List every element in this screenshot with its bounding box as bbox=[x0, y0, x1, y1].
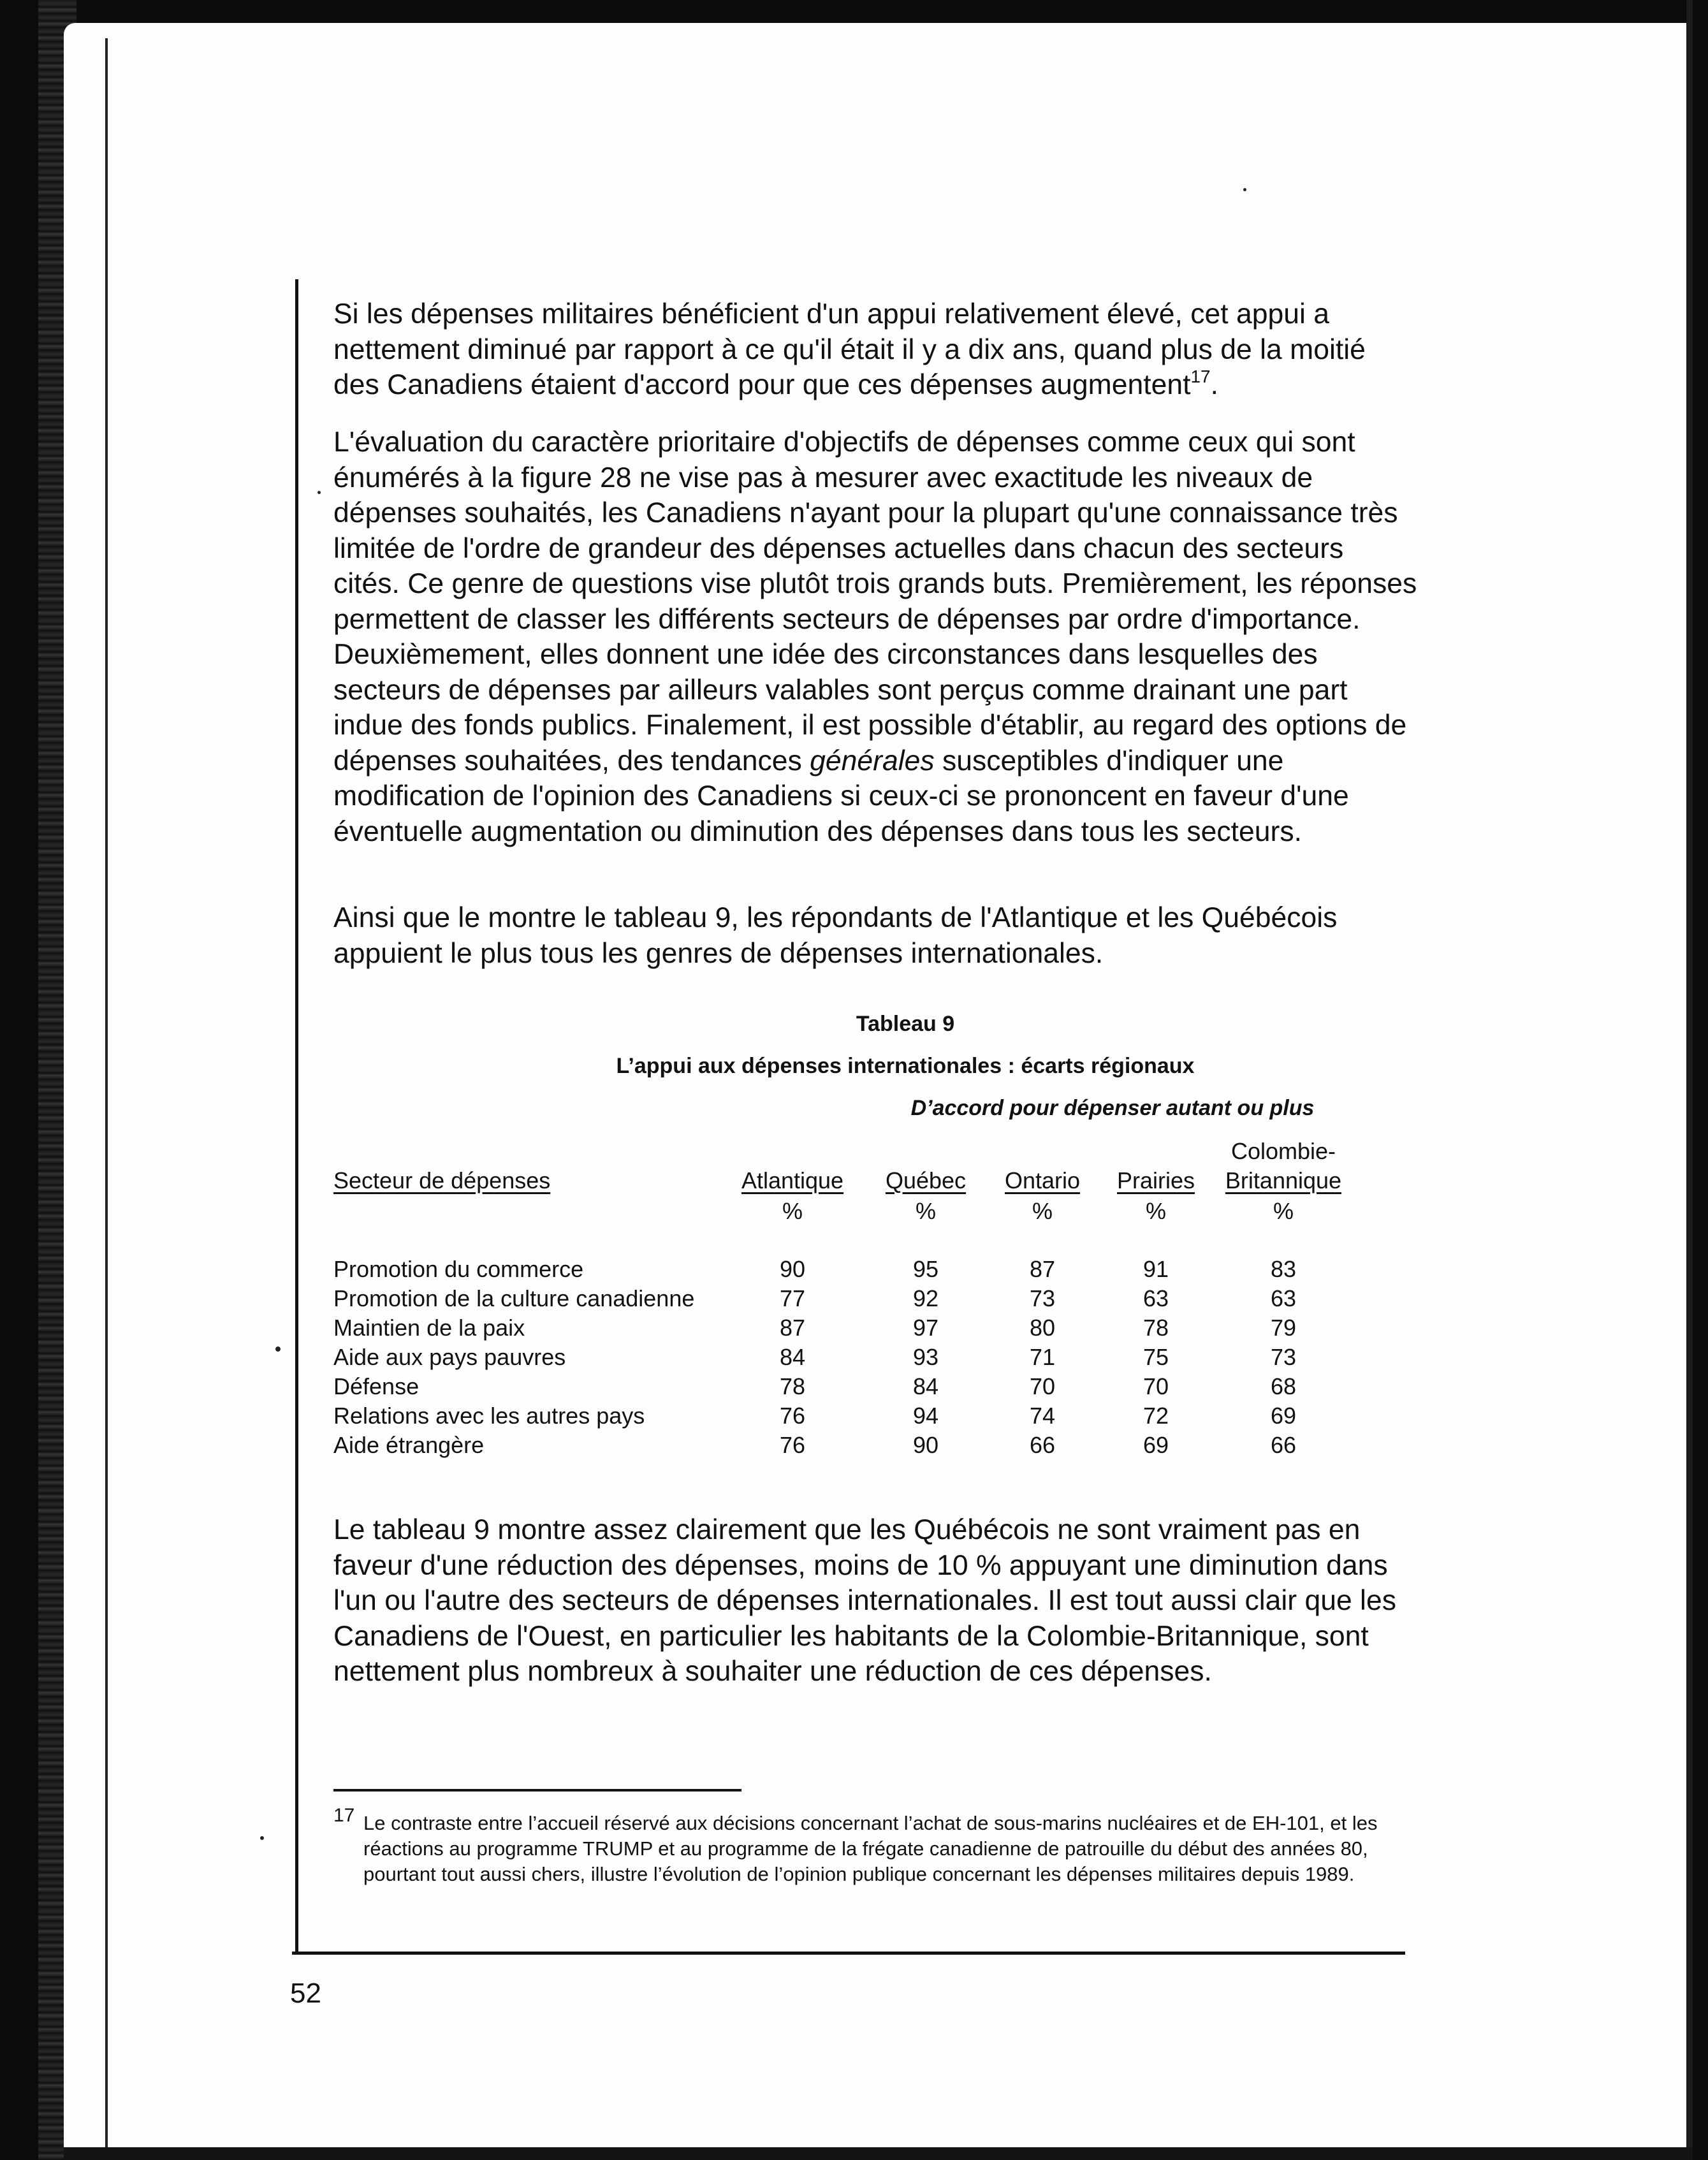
table-cell: 69 bbox=[1270, 1403, 1297, 1429]
table-agree-header: D’accord pour dépenser autant ou plus bbox=[910, 1096, 1315, 1120]
table-cell: 92 bbox=[912, 1285, 939, 1311]
footnote-reference[interactable]: 17 bbox=[1190, 367, 1211, 386]
table-cell: 74 bbox=[1029, 1403, 1056, 1429]
table-row-label: Promotion du commerce bbox=[333, 1256, 584, 1282]
table-cell: 87 bbox=[779, 1315, 806, 1341]
table-cell: 77 bbox=[779, 1285, 806, 1311]
scan-edge-right bbox=[1686, 0, 1693, 2160]
table-cell: 90 bbox=[779, 1256, 806, 1282]
scan-speck bbox=[318, 491, 321, 494]
table-cell: 87 bbox=[1029, 1256, 1056, 1282]
paragraph-4: Le tableau 9 montre assez clairement que les Québécois ne sont vraiment pas en faveur d'une réduction des dépenses, moins de 10 % appuyant une diminution dans l'un ou l'autre des secteurs de dépenses internationales. Il est tout aussi clair que les Canadiens de l'Ouest, en particulier les habitants de la Colombie-Britannique, sont nettement plus nombreux à souhaiter une réduction de ces dépenses. bbox=[333, 1514, 1396, 1687]
table-cell: 73 bbox=[1270, 1344, 1297, 1370]
paragraph-2 bbox=[333, 425, 1417, 849]
column-unit: % bbox=[1273, 1198, 1294, 1224]
table-cell: 79 bbox=[1270, 1315, 1297, 1341]
table-cell: 93 bbox=[912, 1344, 939, 1370]
column-header-label: Britannique bbox=[1225, 1167, 1342, 1193]
table-cell: 76 bbox=[779, 1403, 806, 1429]
paragraph-2-text-end: susceptibles d'indiquer une modification de l'opinion des Canadiens si ceux-ci se prononcent en faveur d'une éventuelle augmentation ou diminution des dépenses dans tous les secteurs. bbox=[333, 745, 1349, 847]
table-row-label: Maintien de la paix bbox=[333, 1315, 525, 1341]
content-frame-left-rule bbox=[295, 279, 298, 1955]
table-cell: 95 bbox=[912, 1256, 939, 1282]
table-cell: 63 bbox=[1270, 1285, 1297, 1311]
column-unit: % bbox=[782, 1198, 803, 1224]
table-cell: 69 bbox=[1142, 1432, 1169, 1458]
table-cell: 70 bbox=[1029, 1373, 1056, 1399]
table-row-label: Défense bbox=[333, 1373, 420, 1399]
table-cell: 94 bbox=[912, 1403, 939, 1429]
table-cell: 63 bbox=[1142, 1285, 1169, 1311]
paragraph-2-emphasis: générales bbox=[810, 745, 935, 777]
table-subtitle: L’appui aux dépenses internationales : écarts régionaux bbox=[616, 1054, 1195, 1078]
column-header-colombie-britannique bbox=[1207, 1167, 1360, 1195]
table-title: Tableau 9 bbox=[856, 1012, 955, 1036]
table-cell: 71 bbox=[1029, 1344, 1056, 1370]
table-cell: 78 bbox=[1142, 1315, 1169, 1341]
scan-speck bbox=[260, 1836, 264, 1840]
column-header-label: Ontario bbox=[1004, 1167, 1081, 1193]
table-row-label: Aide aux pays pauvres bbox=[333, 1344, 566, 1370]
paragraph-1-end: . bbox=[1210, 369, 1218, 400]
sector-header-label: Secteur de dépenses bbox=[333, 1167, 551, 1193]
table-cell: 76 bbox=[779, 1432, 806, 1458]
table-cell: 66 bbox=[1029, 1432, 1056, 1458]
table-cell: 80 bbox=[1029, 1315, 1056, 1341]
column-unit: % bbox=[1145, 1198, 1166, 1224]
table-cell: 75 bbox=[1142, 1344, 1169, 1370]
content-frame-bottom-rule bbox=[292, 1952, 1405, 1955]
column-header-atlantique bbox=[716, 1167, 869, 1195]
column-unit: % bbox=[1032, 1198, 1053, 1224]
table-cell: 72 bbox=[1142, 1403, 1169, 1429]
column-header-line1: Colombie- bbox=[1230, 1138, 1336, 1164]
footnote-separator bbox=[333, 1789, 741, 1791]
footnote-number: 17 bbox=[333, 1805, 355, 1826]
paragraph-1-text: Si les dépenses militaires bénéficient d'un appui relativement élevé, cet appui a nettement diminué par rapport à ce qu'il était il y a dix ans, quand plus de la moitié des Canadiens étaient d'accord pour que ces dépenses augmentent bbox=[333, 298, 1366, 400]
table-cell: 84 bbox=[779, 1344, 806, 1370]
table-cell: 91 bbox=[1142, 1256, 1169, 1282]
table-cell: 70 bbox=[1142, 1373, 1169, 1399]
table-cell: 66 bbox=[1270, 1432, 1297, 1458]
table-row-label: Promotion de la culture canadienne bbox=[333, 1285, 695, 1311]
table-row-label: Aide étrangère bbox=[333, 1432, 485, 1458]
paragraph-3: Ainsi que le montre le tableau 9, les répondants de l'Atlantique et les Québécois appuient le plus tous les genres de dépenses internationales. bbox=[333, 902, 1338, 969]
paragraph-1 bbox=[333, 296, 1417, 403]
column-header-label: Atlantique bbox=[741, 1167, 844, 1193]
column-header-label: Québec bbox=[885, 1167, 967, 1193]
column-header-label: Prairies bbox=[1116, 1167, 1195, 1193]
table-cell: 78 bbox=[779, 1373, 806, 1399]
column-unit: % bbox=[915, 1198, 936, 1224]
scan-speck bbox=[275, 1346, 281, 1352]
table-cell: 68 bbox=[1270, 1373, 1297, 1399]
table-cell: 83 bbox=[1270, 1256, 1297, 1282]
page-number: 52 bbox=[290, 1978, 321, 2009]
table-row-label: Relations avec les autres pays bbox=[333, 1403, 645, 1429]
table-header-sector bbox=[333, 1167, 716, 1195]
page-binding-line bbox=[105, 38, 108, 2149]
table-cell: 97 bbox=[912, 1315, 939, 1341]
footnote-text: Le contraste entre l’accueil réservé aux décisions concernant l’achat de sous-marins nucléaires et de EH-101, et les réactions au programme TRUMP et au programme de la frégate canadienne de patrouille du début des années 80, pourtant tout aussi chers, illustre l’évolution de l’opinion publique concernant les dépenses militaires depuis 1989. bbox=[363, 1812, 1378, 1885]
paragraph-2-text: L'évaluation du caractère prioritaire d'objectifs de dépenses comme ceux qui sont énumérés à la figure 28 ne vise pas à mesurer avec exactitude les niveaux de dépenses souhaités, les Canadiens n'ayant pour la plupart qu'une connaissance très limitée de l'ordre de grandeur des dépenses actuelles dans chacun des secteurs cités. Ce genre de questions vise plutôt trois grands buts. Premièrement, les réponses permettent de classer les différents secteurs de dépenses par ordre d'importance. Deuxièmement, elles donnent une idée des circonstances dans lesquelles des secteurs de dépenses par ailleurs valables sont perçus comme drainant une part indue des fonds publics. Finalement, il est possible d'établir, au regard des options de dépenses souhaitées, des tendances bbox=[333, 427, 1417, 777]
scan-speck bbox=[1243, 188, 1246, 191]
scan-edge-bottom bbox=[64, 2147, 1693, 2160]
table-cell: 73 bbox=[1029, 1285, 1056, 1311]
table-cell: 90 bbox=[912, 1432, 939, 1458]
table-cell: 84 bbox=[912, 1373, 939, 1399]
